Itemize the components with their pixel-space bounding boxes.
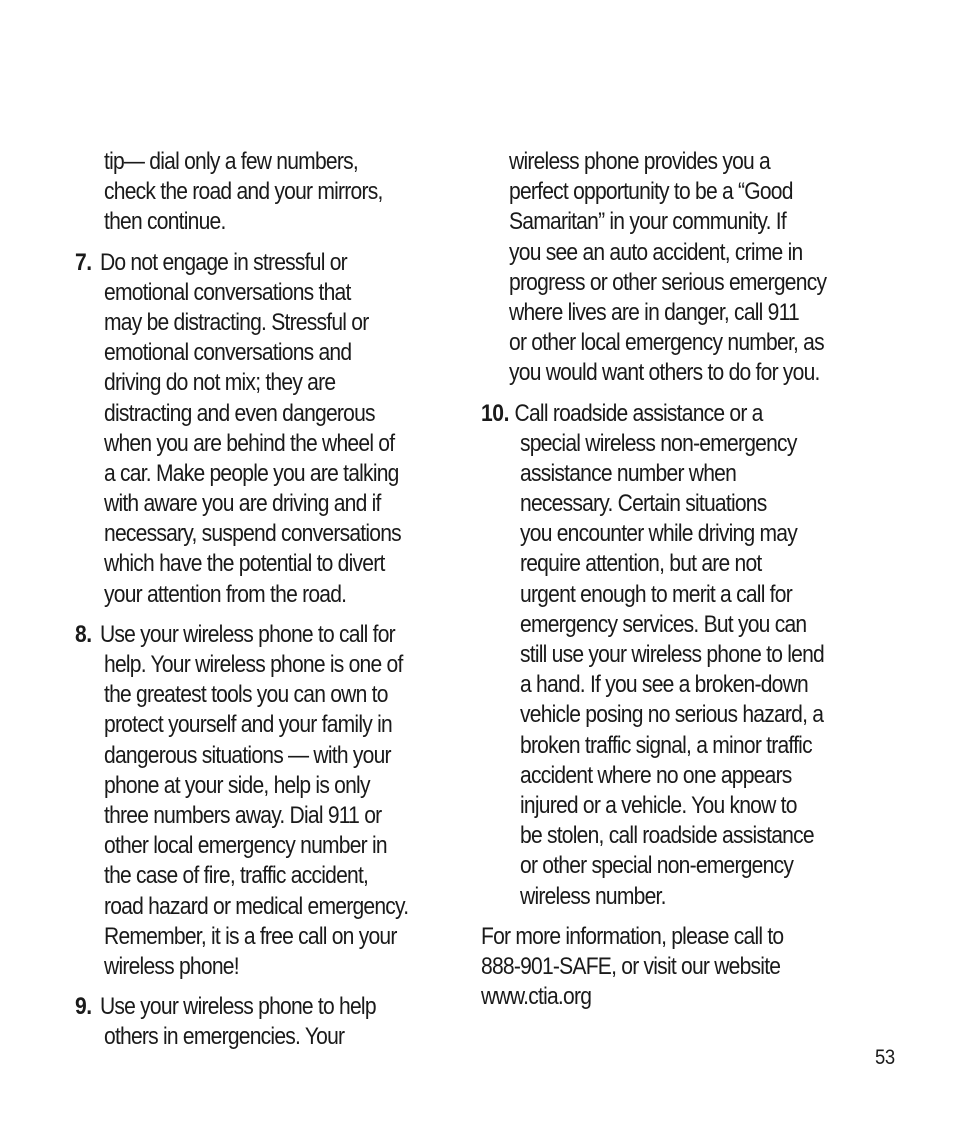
text-line: phone at your side, help is only (104, 771, 370, 799)
text-line: or other special non-emergency (520, 852, 794, 880)
list-number: 7. (75, 248, 92, 276)
text-line: driving do not mix; they are (104, 369, 336, 397)
text-line: urgent enough to merit a call for (520, 580, 792, 608)
text-line: when you are behind the wheel of (104, 429, 395, 457)
text-line: may be distracting. Stressful or (104, 308, 369, 336)
website-link: www.ctia.org (481, 983, 592, 1011)
text-line: For more information, please call to (481, 922, 784, 950)
text-line: Do not engage in stressful or (99, 248, 347, 276)
text-line: vehicle posing no serious hazard, a (520, 701, 824, 729)
text-line: necessary, suspend conversations (104, 520, 401, 548)
text-line: dangerous situations — with your (104, 741, 391, 769)
text-line: require attention, but are not (520, 550, 762, 578)
list-item-7 (75, 248, 460, 610)
text-line: the case of fire, traffic accident, (104, 862, 369, 890)
text-line: be stolen, call roadside assistance (520, 822, 814, 850)
text-line: special wireless non-emergency (520, 429, 797, 457)
text-line: wireless number. (520, 882, 666, 910)
text-line: help. Your wireless phone is one of (104, 651, 403, 678)
right-column (481, 147, 881, 1012)
text-line: progress or other serious emergency (509, 268, 827, 296)
text-line: 888-901-SAFE, or visit our website (481, 952, 781, 980)
text-line: your attention from the road. (104, 580, 347, 608)
text-line: or other local emergency number, as (509, 329, 824, 357)
list-item-8 (75, 620, 460, 982)
list-number: 8. (75, 620, 92, 648)
list-number: 10. (481, 399, 510, 427)
text-line: necessary. Certain situations (520, 490, 767, 518)
text-line: wireless phone provides you a (509, 148, 770, 175)
text-line: perfect opportunity to be a “Good (509, 178, 793, 206)
text-line: Call roadside assistance or a (514, 399, 763, 427)
text-line: still use your wireless phone to lend (520, 641, 824, 668)
text-line: other local emergency number in (104, 832, 387, 860)
text-line: emotional conversations and (104, 339, 352, 367)
text-line: a car. Make people you are talking (104, 459, 399, 487)
text-line: distracting and even dangerous (104, 399, 375, 427)
text-line: others in emergencies. Your (104, 1023, 345, 1051)
text-line: protect yourself and your family in (104, 711, 392, 739)
list-item-10 (481, 399, 881, 912)
text-line: wireless phone! (104, 952, 239, 980)
text-line: road hazard or medical emergency. (104, 892, 409, 920)
text-line: injured or a vehicle. You know to (520, 791, 797, 819)
text-line: where lives are in danger, call 911 (509, 298, 799, 326)
left-column (75, 147, 460, 1052)
text-line: broken traffic signal, a minor traffic (520, 731, 812, 759)
text-line: emotional conversations that (104, 278, 351, 306)
text-line: tip— dial only a few numbers, (104, 148, 358, 175)
text-line: Samaritan” in your community. If (509, 208, 786, 236)
text-line: with aware you are driving and if (104, 490, 381, 518)
text-line: you would want others to do for you. (509, 359, 820, 387)
text-line: Use your wireless phone to call for (99, 620, 395, 648)
item9-continuation (481, 147, 881, 389)
text-line: you see an auto accident, crime in (509, 238, 803, 266)
text-line: Use your wireless phone to help (99, 993, 376, 1021)
text-line: which have the potential to divert (104, 550, 385, 578)
text-line: the greatest tools you can own to (104, 681, 388, 709)
text-line: you encounter while driving may (520, 520, 798, 548)
text-line: emergency services. But you can (520, 610, 807, 638)
list-number: 9. (75, 993, 92, 1021)
text-line: accident where no one appears (520, 761, 792, 789)
text-line: then continue. (104, 208, 226, 236)
text-line: a hand. If you see a broken-down (520, 671, 808, 699)
text-line: assistance number when (520, 459, 737, 487)
page-number: 53 (875, 1046, 895, 1069)
text-line: check the road and your mirrors, (104, 178, 383, 206)
tip-continuation (75, 147, 460, 238)
text-line: Remember, it is a free call on your (104, 922, 397, 950)
more-info-paragraph (481, 922, 881, 1013)
list-item-9 (75, 992, 460, 1052)
text-line: three numbers away. Dial 911 or (104, 801, 382, 829)
